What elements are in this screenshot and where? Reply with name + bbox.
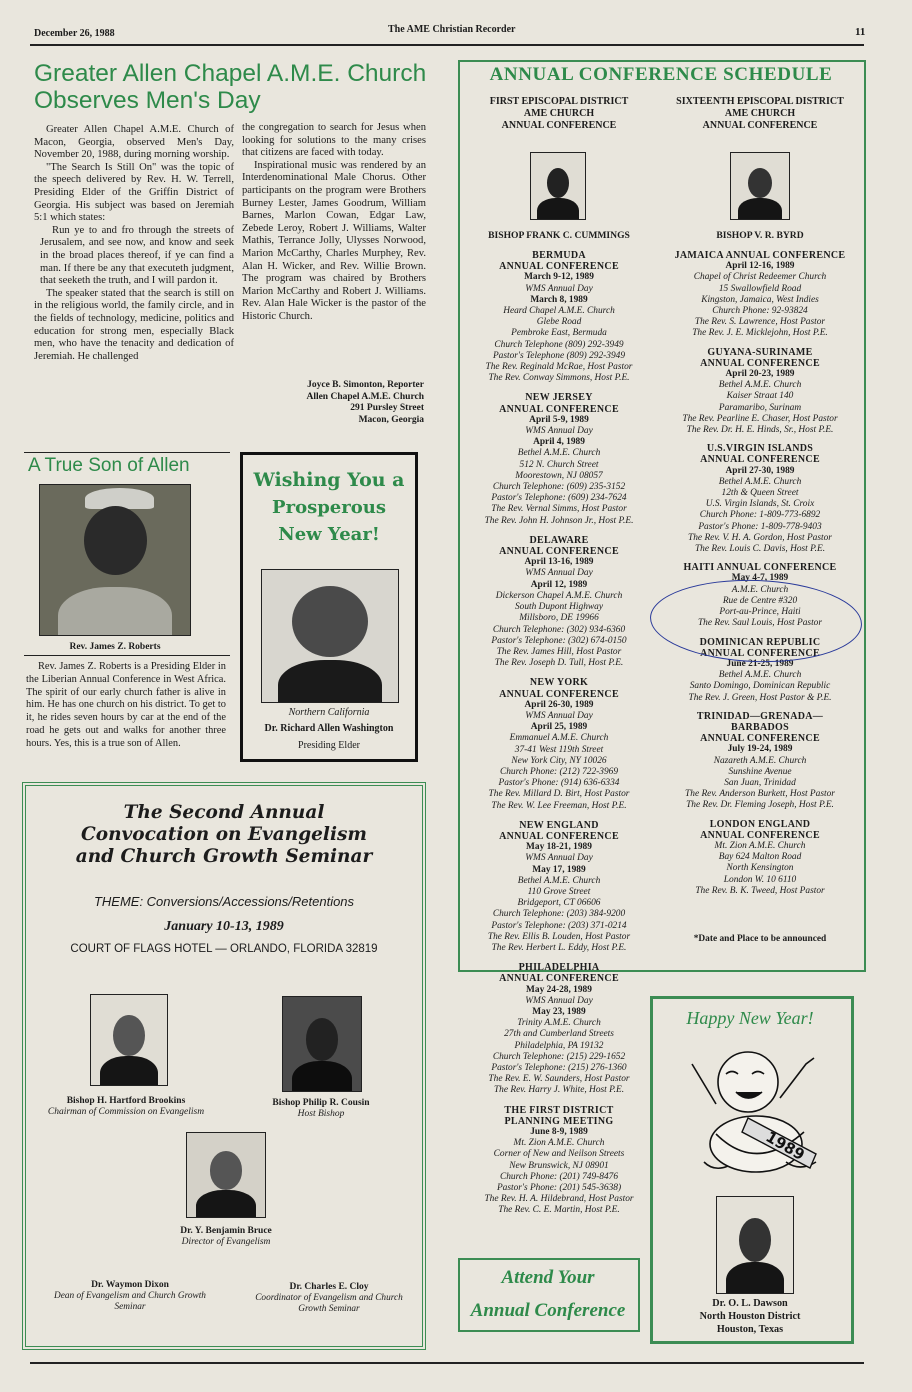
conference-entry — [454, 392, 664, 526]
conference-title: NEW JERSEY — [525, 392, 593, 404]
conference-date: April 12-16, 1989 — [725, 261, 795, 272]
conference-line: Rue de Centre #320 — [722, 595, 798, 606]
baby-illustration — [686, 1034, 836, 1184]
conference-line: The Rev. Louis C. Davis, Host P.E. — [694, 544, 826, 555]
masthead-paper: The AME Christian Recorder — [388, 24, 516, 35]
paragraph: Greater Allen Chapel A.M.E. Church of Macon, Georgia, observed Men's Day, November 20, 1988, during morning worship. — [34, 124, 234, 161]
conference-entry — [660, 250, 860, 340]
conference-title: NEW YORK — [529, 677, 589, 689]
convocation-title-line: Convocation on Evangelism — [81, 824, 367, 845]
conference-line: North Kensington — [726, 863, 794, 874]
conference-line: Pastor's Phone: (201) 545-3638) — [496, 1183, 622, 1194]
conference-entry — [454, 962, 664, 1096]
conference-line: The Rev. Millard D. Birt, Host Pastor — [488, 789, 630, 800]
heading-line: ANNUAL CONFERENCE — [501, 120, 617, 131]
conference-title: ANNUAL CONFERENCE — [499, 403, 619, 415]
conference-date: April 20-23, 1989 — [725, 369, 795, 380]
byline-line: Macon, Georgia — [358, 414, 424, 425]
conference-line: Pastor's Phone: 1-809-778-9403 — [698, 521, 822, 532]
conference-entry — [454, 535, 664, 669]
conference-line: The Rev. H. A. Hildebrand, Host Pastor — [484, 1194, 634, 1205]
sixteenth-entries — [660, 250, 860, 904]
sixteenth-bishop: BISHOP V. R. BYRD — [716, 230, 804, 241]
conference-line: Bethel A.M.E. Church — [718, 380, 802, 391]
wishing-line: New Year! — [278, 524, 380, 545]
conference-line: Pastor's Phone: (914) 636-6334 — [498, 778, 620, 789]
conference-line: 110 Grove Street — [527, 886, 591, 897]
cousin-photo — [282, 996, 362, 1092]
conference-line: Pastor's Telephone: (302) 674-0150 — [491, 635, 627, 646]
conference-date: June 21-25, 1989 — [726, 658, 794, 669]
wishing-box — [240, 452, 418, 762]
footer-rule — [30, 1362, 864, 1364]
wishing-name: Dr. Richard Allen Washington — [264, 723, 394, 734]
conference-line: Church Phone: (212) 722-3969 — [499, 766, 619, 777]
convocation-dates: January 10-13, 1989 — [164, 919, 284, 934]
conference-line: The Rev. V. H. A. Gordon, Host Pastor — [688, 532, 832, 543]
conference-line: Glebe Road — [536, 317, 582, 328]
bruce-role: Director of Evangelism — [181, 1237, 271, 1247]
happy-greeting: Happy New Year! — [686, 1008, 814, 1028]
conference-line: Pastor's Telephone: (203) 371-0214 — [491, 920, 627, 931]
conference-date: May 4-7, 1989 — [731, 573, 789, 584]
conference-title: ANNUAL CONFERENCE — [700, 454, 820, 466]
conference-line: Kingston, Jamaica, West Indies — [701, 294, 819, 305]
conference-line: Church Phone: 1-809-773-6892 — [699, 510, 821, 521]
convocation-title-line: The Second Annual — [123, 802, 325, 823]
conference-title: ANNUAL CONFERENCE — [700, 733, 820, 745]
conference-line: Sunshine Avenue — [728, 766, 792, 777]
conference-line: Church Phone: (201) 749-8476 — [499, 1171, 619, 1182]
conference-entry — [660, 443, 860, 555]
byline-line: Joyce B. Simonton, Reporter — [307, 380, 424, 390]
conference-line: The Rev. Saul Louis, Host Pastor — [697, 618, 823, 629]
conference-line: The Rev. Conway Simmons, Host P.E. — [488, 373, 630, 384]
conference-line: The Rev. John H. Johnson Jr., Host P.E. — [484, 515, 634, 526]
heading-line: AME CHURCH — [724, 108, 796, 119]
convocation-title — [26, 802, 422, 868]
conference-line: San Juan, Trinidad — [724, 777, 796, 788]
conference-line: Santo Domingo, Dominican Republic — [689, 681, 831, 692]
section-rule — [24, 452, 230, 453]
conference-line: Pastor's Telephone: (609) 234-7624 — [491, 493, 627, 504]
dixon-role: Dean of Evangelism and Church Growth Seminar — [54, 1291, 206, 1312]
wms-date: March 8, 1989 — [530, 294, 588, 305]
conference-line: Dickerson Chapel A.M.E. Church — [495, 590, 623, 601]
conference-entry — [660, 347, 860, 437]
conference-line: Church Telephone: (609) 235-3152 — [492, 482, 626, 493]
conference-line: Pastor's Telephone (809) 292-3949 — [492, 350, 626, 361]
conference-line: Bethel A.M.E. Church — [517, 448, 601, 459]
attend-line: Attend Your — [501, 1267, 595, 1288]
brookins-role: Chairman of Commission on Evangelism — [47, 1107, 205, 1117]
conference-entry — [454, 1105, 664, 1217]
conference-line: Chapel of Christ Redeemer Church — [693, 272, 827, 283]
conference-title: BERMUDA — [532, 250, 586, 261]
wms-date: May 17, 1989 — [532, 864, 586, 875]
conference-title: BARBADOS — [731, 721, 789, 733]
conference-date: April 13-16, 1989 — [524, 557, 594, 568]
conference-title: TRINIDAD—GRENADA— — [696, 710, 824, 722]
roberts-photo — [39, 484, 191, 636]
conference-line: WMS Annual Day — [525, 283, 593, 294]
conference-line: WMS Annual Day — [525, 853, 593, 864]
conference-line: Trinity A.M.E. Church — [517, 1018, 601, 1029]
conference-line: The Rev. Harry J. White, Host P.E. — [493, 1085, 625, 1096]
conference-line: Pastor's Telephone: (215) 276-1360 — [491, 1063, 627, 1074]
conference-line: 37-41 West 119th Street — [514, 744, 604, 755]
conference-entry — [660, 711, 860, 812]
true-son-headline: A True Son of Allen — [28, 455, 190, 476]
paragraph: The speaker stated that the search is still on in the religious world, the family circle, and in the fields of technology, medicine, politics and education for strong men, especially Black men, who have the tenacity and dedication of Jeremiah. He challenged — [34, 287, 234, 362]
conference-date: March 9-12, 1989 — [524, 272, 594, 283]
conference-entry — [454, 677, 664, 811]
men-day-col1 — [34, 124, 234, 363]
conference-line: Paramaribo, Surinam — [718, 402, 802, 413]
conference-title: THE FIRST DISTRICT — [504, 1104, 614, 1116]
conference-line: The Rev. Ellis B. Louden, Host Pastor — [487, 931, 631, 942]
bruce-photo — [186, 1132, 266, 1218]
conference-line: Church Phone: 92-93824 — [712, 306, 808, 317]
conference-date: July 19-24, 1989 — [727, 744, 793, 755]
conference-line: The Rev. James Hill, Host Pastor — [496, 646, 622, 657]
conference-line: New Brunswick, NJ 08901 — [509, 1160, 609, 1171]
conference-date: April 5-9, 1989 — [529, 414, 589, 425]
conference-line: Mt. Zion A.M.E. Church — [513, 1138, 605, 1149]
conference-line: WMS Annual Day — [525, 568, 593, 579]
cousin-role: Host Bishop — [297, 1109, 345, 1119]
conference-line: 27th and Cumberland Streets — [504, 1029, 614, 1040]
first-entries — [454, 250, 664, 1225]
conference-line: Port-au-Prince, Haiti — [719, 607, 801, 618]
conference-title: JAMAICA ANNUAL CONFERENCE — [674, 250, 846, 261]
conference-line: Nazareth A.M.E. Church — [713, 755, 807, 766]
roberts-caption: Rev. James Z. Roberts — [69, 642, 161, 652]
schedule-note: *Date and Place to be announced — [693, 934, 827, 944]
conference-line: Millsboro, DE 19966 — [519, 613, 599, 624]
conference-line: Heard Chapel A.M.E. Church — [503, 306, 615, 317]
conference-entry — [454, 250, 664, 384]
wms-date: April 12, 1989 — [530, 579, 588, 590]
conference-line: The Rev. W. Lee Freeman, Host P.E. — [491, 800, 627, 811]
conference-line: The Rev. B. K. Tweed, Host Pastor — [695, 885, 825, 896]
conference-title: DELAWARE — [529, 534, 589, 546]
conference-line: Bethel A.M.E. Church — [718, 670, 802, 681]
conference-title: LONDON ENGLAND — [709, 818, 811, 830]
conference-line: The Rev. S. Lawrence, Host Pastor — [694, 317, 826, 328]
paragraph: Inspirational music was rendered by an Interdenominational Male Chorus. Other participants on the program were Brothers Burney Lester, James Goodrum, William Barnes, Marlon Cowan, Edgar Law, Zebede Leroy, Robert J. Williams, Walter Mathis, Terrance Jolly, Ulysses Norwood, Marion McCarthy, Charles Murphey, Rev. Alan H. Wicker, and Rev. Willie Brown. The program was chaired by Brothers Marion McCarthy and Robert J. Williams. Rev. Alan Hale Wicker is the pastor of the Historic Church. — [242, 159, 426, 322]
conference-line: Corner of New and Neilson Streets — [493, 1149, 625, 1160]
dixon-name: Dr. Waymon Dixon — [91, 1280, 169, 1290]
conference-line: Pembroke East, Bermuda — [511, 328, 607, 339]
brookins-name: Bishop H. Hartford Brookins — [66, 1096, 186, 1106]
cummings-photo — [530, 152, 586, 220]
conference-line: The Rev. Joseph D. Tull, Host P.E. — [494, 658, 624, 669]
conference-line: The Rev. Dr. H. E. Hinds, Sr., Host P.E. — [686, 425, 834, 436]
conference-line: WMS Annual Day — [525, 995, 593, 1006]
wishing-line: Prosperous — [272, 497, 386, 518]
cloy-name: Dr. Charles E. Cloy — [289, 1282, 369, 1292]
conference-line: Mt. Zion A.M.E. Church — [714, 840, 806, 851]
byline-line: 291 Pursley Street — [350, 403, 424, 414]
first-heading — [462, 96, 656, 132]
cloy-role: Coordinator of Evangelism and Church Growth Seminar — [255, 1293, 403, 1314]
conference-title: ANNUAL CONFERENCE — [700, 357, 820, 369]
wishing-line: Wishing You a — [253, 469, 405, 491]
conference-title: ANNUAL CONFERENCE — [700, 647, 820, 659]
conference-line: The Rev. Dr. Fleming Joseph, Host P.E. — [686, 800, 834, 811]
attend-line: Annual Conference — [470, 1300, 626, 1321]
heading-line: FIRST EPISCOPAL DISTRICT — [489, 96, 629, 107]
conference-title: ANNUAL CONFERENCE — [499, 688, 619, 700]
men-day-col2 — [242, 122, 426, 324]
conference-title: ANNUAL CONFERENCE — [499, 261, 619, 273]
conference-line: The Rev. J. Green, Host Pastor & P.E. — [688, 692, 832, 703]
conference-line: Bridgeport, CT 06606 — [517, 898, 601, 909]
conference-date: May 18-21, 1989 — [526, 842, 592, 853]
true-son-body: Rev. James Z. Roberts is a Presiding Elder in the Liberian Annual Conference in West Africa. The spirit of our early church father is alive in him. He has one church on his district. To get to it, he rides seven hours by car at the end of the road he gets out and walks for another three hours. Yes, this is a true son of Allen. — [26, 661, 226, 749]
conference-line: 12th & Queen Street — [721, 488, 799, 499]
convocation-title-line: and Church Growth Seminar — [75, 846, 373, 867]
conference-line: Bay 624 Malton Road — [718, 852, 802, 863]
conference-line: The Rev. J. E. Micklejohn, Host P.E. — [692, 328, 828, 339]
conference-line: Philadelphia, PA 19132 — [514, 1040, 604, 1051]
heading-line: AME CHURCH — [523, 108, 595, 119]
washington-photo — [261, 569, 399, 703]
conference-line: The Rev. Herbert L. Eddy, Host P.E. — [491, 942, 627, 953]
conference-title: PHILADELPHIA — [518, 962, 600, 974]
conference-line: London W. 10 6110 — [723, 874, 797, 885]
conference-title: GUYANA-SURINAME — [707, 346, 813, 358]
conference-entry — [454, 820, 664, 954]
conference-date: April 26-30, 1989 — [524, 699, 594, 710]
conference-line: The Rev. E. W. Saunders, Host Pastor — [488, 1074, 630, 1085]
happy-city: Houston, Texas — [716, 1324, 784, 1335]
conference-line: 15 Swallowfield Road — [718, 283, 802, 294]
conference-line: Bethel A.M.E. Church — [718, 476, 802, 487]
conference-line: The Rev. Anderson Burkett, Host Pastor — [685, 789, 835, 800]
heading-line: ANNUAL CONFERENCE — [702, 120, 818, 131]
conference-line: U.S. Virgin Islands, St. Croix — [705, 499, 815, 510]
brookins-photo — [90, 994, 168, 1086]
conference-line: The Rev. Pearline E. Chaser, Host Pastor — [682, 413, 838, 424]
conference-line: The Rev. C. E. Martin, Host P.E. — [498, 1205, 620, 1216]
happy-district: North Houston District — [699, 1311, 801, 1322]
conference-title: NEW ENGLAND — [519, 819, 599, 831]
conference-line: The Rev. Reginald McRae, Host Pastor — [485, 362, 633, 373]
schedule-title: ANNUAL CONFERENCE SCHEDULE — [489, 64, 833, 85]
dawson-photo — [716, 1196, 794, 1294]
conference-entry — [660, 819, 860, 897]
convocation-venue: COURT OF FLAGS HOTEL — ORLANDO, FLORIDA 32819 — [70, 943, 378, 955]
first-bishop: BISHOP FRANK C. CUMMINGS — [488, 230, 630, 241]
wishing-region: Northern California — [288, 707, 370, 718]
sixteenth-heading — [662, 96, 858, 132]
wms-date: May 23, 1989 — [532, 1007, 586, 1017]
scripture-quote: Run ye to and fro through the streets of Jerusalem, and see now, and know and seek in the broad places thereof, if ye can find a man. If there be any that executeth judgment, that seeketh the truth, and I will pardon it. — [40, 224, 234, 287]
paragraph: the congregation to search for Jesus when looking for solutions to the many crises that citizens are faced with today. — [242, 122, 426, 159]
masthead-date: December 26, 1988 — [34, 28, 115, 39]
conference-title: ANNUAL CONFERENCE — [700, 829, 820, 841]
conference-line: WMS Annual Day — [525, 426, 593, 437]
conference-line: Church Telephone: (203) 384-9200 — [492, 909, 626, 920]
conference-date: June 8-9, 1989 — [530, 1127, 588, 1138]
cousin-name: Bishop Philip R. Cousin — [272, 1098, 370, 1108]
conference-title: U.S.VIRGIN ISLANDS — [706, 443, 814, 455]
byline — [270, 380, 424, 426]
conference-line: A.M.E. Church — [731, 584, 789, 595]
conference-date: May 24-28, 1989 — [526, 984, 592, 995]
conference-line: Kaiser Straat 140 — [726, 391, 794, 402]
conference-line: New York City, NY 10026 — [511, 755, 607, 766]
conference-title: PLANNING MEETING — [504, 1115, 614, 1127]
conference-line: South Dupont Highway — [514, 602, 604, 613]
wishing-title: Presiding Elder — [298, 740, 360, 751]
convocation-box — [22, 782, 426, 1350]
masthead-page: 11 — [855, 26, 866, 38]
page-title: Greater Allen Chapel A.M.E. Church Observes Men's Day — [34, 60, 427, 114]
conference-line: Emmanuel A.M.E. Church — [509, 733, 609, 744]
conference-title: ANNUAL CONFERENCE — [499, 973, 619, 985]
conference-line: Church Telephone: (215) 229-1652 — [492, 1051, 626, 1062]
caption-rule — [24, 655, 230, 656]
convocation-theme: THEME: Conversions/Accessions/Retentions — [93, 894, 355, 909]
byline-line: Allen Chapel A.M.E. Church — [306, 391, 424, 402]
conference-title: HAITI ANNUAL CONFERENCE — [683, 562, 837, 574]
baby-sash-label: 1989 — [762, 1127, 808, 1165]
conference-line: Church Telephone: (302) 934-6360 — [492, 624, 626, 635]
conference-title: ANNUAL CONFERENCE — [499, 830, 619, 842]
byrd-photo — [730, 152, 790, 220]
conference-line: The Rev. Vernal Simms, Host Pastor — [491, 504, 627, 515]
conference-line: Bethel A.M.E. Church — [517, 875, 601, 886]
conference-line: Moorestown, NJ 08057 — [515, 470, 603, 481]
conference-line: Church Telephone (809) 292-3949 — [494, 339, 624, 350]
conference-line: 512 N. Church Street — [519, 459, 599, 470]
happy-name: Dr. O. L. Dawson — [712, 1298, 788, 1309]
wms-date: April 25, 1989 — [530, 722, 588, 733]
conference-line: WMS Annual Day — [525, 710, 593, 721]
conference-title: ANNUAL CONFERENCE — [499, 546, 619, 558]
heading-line: SIXTEENTH EPISCOPAL DISTRICT — [676, 96, 844, 107]
wms-date: April 4, 1989 — [533, 437, 585, 448]
masthead-rule — [30, 44, 864, 46]
bruce-name: Dr. Y. Benjamin Bruce — [180, 1226, 272, 1236]
paragraph: "The Search Is Still On" was the topic of the speech delivered by Rev. H. W. Terrell, Presiding Elder of the Griffin District of Georgia. His subject was based on Jeremiah 5:1 which states: — [34, 161, 234, 224]
conference-title: DOMINICAN REPUBLIC — [699, 636, 821, 648]
conference-date: April 27-30, 1989 — [725, 465, 795, 476]
